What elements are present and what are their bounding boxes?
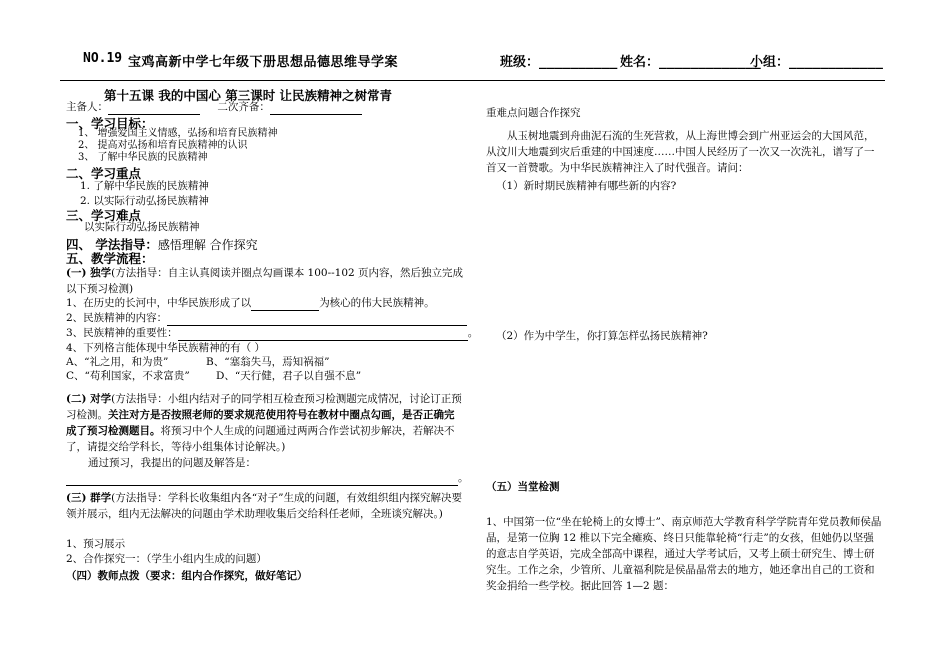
- goals-title: 一、学习目标：: [66, 116, 154, 131]
- key-point: 1. 了解中华民族的民族精神: [80, 180, 209, 192]
- group-item-2: 2、合作探究一：（学生小组内生成的问题）: [66, 553, 267, 565]
- coop-passage: 从玉树地震到舟曲泥石流的生死营救，从上海世博会到广州亚运会的大国风范，从汶川大地震到灾后重建的中国速度……中国人民经历了一次又一次洗礼，谱写了一首又一首赞歌。为中华民族精神注入了时代强音。请问：: [486, 130, 875, 174]
- group-blank: ____________: [789, 55, 883, 70]
- option-b: B、“塞翁失马，焉知祸福”: [206, 356, 330, 368]
- coop-question-2: （2）作为中学生，你打算怎样弘扬民族精神?: [496, 330, 708, 342]
- name-blank: _____________: [659, 55, 761, 70]
- goal-item: 1、 增强爱国主义情感，弘扬和培育民族精神: [78, 128, 278, 139]
- class-test-question: 1、中国第一位“坐在轮椅上的女博士”、南京师范大学教育科学学院青年党员教师侯晶晶，是第一位胸 12 椎以下完全瘫痪、终日只能靠轮椅“行走”的女孩，但她仍以坚强的意志自学英语，完成全部高中课程，通过大学考试后，又考上硕士研究生、博士研究生。工作之余，少管所、儿童福利院是侯晶晶常去的地方，她还拿出自己的工资和奖金捐给一些学校。据此回答 1—2 题：: [486, 516, 882, 592]
- group-field[interactable]: [750, 51, 883, 70]
- option-d: D、“天行健，君子以自强不息”: [216, 370, 362, 382]
- question-1: 1、在历史的长河中，中华民族形成了以 为核心的伟大民族精神。: [66, 297, 435, 309]
- key-points: [80, 179, 209, 209]
- doc-title: 宝鸡高新中学七年级下册思想品德思维导学案: [128, 55, 399, 70]
- name-field[interactable]: [620, 51, 761, 70]
- method-text: 感悟理解 合作探究: [157, 238, 258, 252]
- teacher-guidance: （四）教师点拨（要求：组内合作探究，做好笔记）: [66, 570, 308, 582]
- step-group-guide: (三) 群学(方法指导：学科长收集组内各“对子”生成的问题，有效组织组内探究解决要领并展示，组内无法解决的问题由学术助理收集后交给科任老师，全班谈究解决。): [66, 492, 462, 520]
- goal-item: 3、 了解中华民族的民族精神: [78, 152, 208, 163]
- author-line: 主备人： 二次齐备：: [66, 100, 362, 115]
- preview-problem-answer[interactable]: 。: [66, 471, 469, 486]
- option-a: A、“礼之用，和为贵”: [66, 356, 169, 368]
- step-pair-guide: (二) 对学(方法指导：小组内结对子的同学相互检查预习检测题完成情况，讨论订正预习检测。关注对方是否按照老师的要求规范使用符号在教材中圈点勾画，是否正确完成了预习检测题目。将预习中个人生成的问题通过两两合作尝试初步解决，若解决不了，请提交给学科长，等待小组集体讨论解决。): [66, 393, 462, 453]
- difficult-title: 三、学习难点: [66, 208, 142, 223]
- doc-number: NO.19: [83, 51, 123, 66]
- option-c: C、“苟利国家，不求富贵”: [66, 370, 190, 382]
- class-field[interactable]: [500, 51, 617, 70]
- difficult-point: 以实际行动弘扬民族精神: [84, 221, 200, 233]
- process-title: 五、教学流程：: [66, 251, 154, 266]
- goals-list: [78, 128, 278, 164]
- group-label: 小组：: [750, 55, 790, 70]
- class-test-title: （五）当堂检测: [486, 481, 560, 493]
- class-label: 班级：: [500, 55, 540, 70]
- group-item-1: 1、预习展示: [66, 538, 126, 550]
- question-2: 2、民族精神的内容：: [66, 311, 467, 326]
- goal-item: 2、 提高对弘扬和培育民族精神的认识: [78, 140, 248, 151]
- lesson-title: 第十五课 我的中国心 第三课时 让民族精神之树常青: [104, 88, 393, 103]
- header-divider: [60, 80, 885, 81]
- coop-question-1: （1）新时期民族精神有哪些新的内容?: [496, 180, 677, 192]
- step-solo-guide: (一) 独学(方法指导：自主认真阅读并圈点勾画课本 100--102 页内容，然后独立完成以下预习检测): [66, 267, 464, 295]
- class-blank: __________: [539, 55, 618, 70]
- coop-title: 重难点问题合作探究: [486, 107, 581, 119]
- name-label: 姓名：: [620, 55, 660, 70]
- key-point: 2. 以实际行动弘扬民族精神: [80, 195, 209, 207]
- key-title: 二、学习重点: [66, 166, 142, 181]
- method-title: 四、 学法指导：: [66, 237, 158, 252]
- question-3: 3、民族精神的重要性： 。: [66, 327, 479, 339]
- question-4: 4、下列格言能体现中华民族精神的有（ ）: [66, 342, 266, 354]
- preview-problem-prompt: 通过预习，我提出的问题及解答是：: [88, 457, 256, 469]
